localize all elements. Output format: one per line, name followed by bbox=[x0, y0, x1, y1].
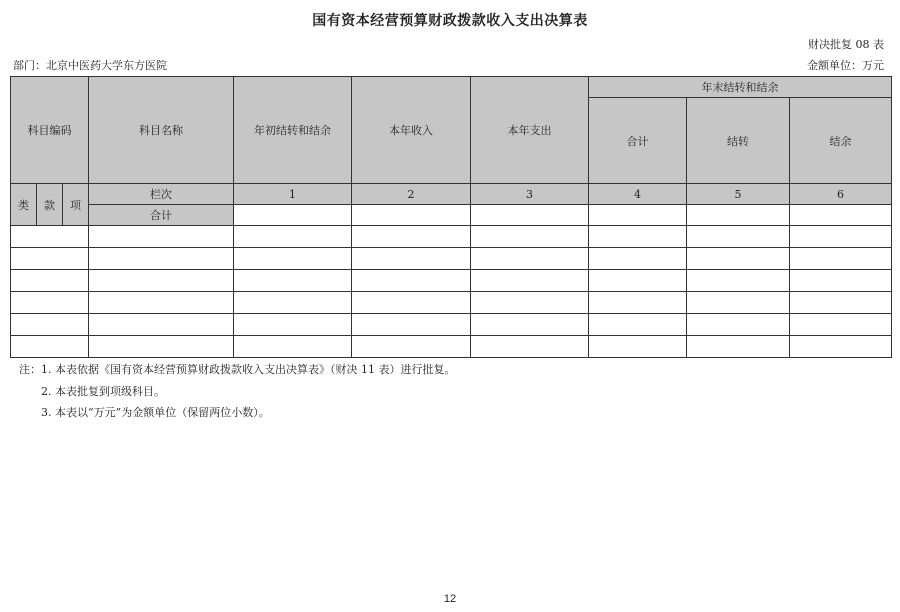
table-row bbox=[11, 270, 892, 292]
table-cell bbox=[352, 314, 471, 336]
header-kuan: 款 bbox=[37, 184, 63, 226]
table-cell bbox=[234, 226, 352, 248]
table-cell bbox=[687, 292, 790, 314]
total-cell bbox=[471, 205, 589, 226]
table-row bbox=[11, 336, 892, 358]
header-yearend-total: 合计 bbox=[589, 98, 687, 184]
table-row bbox=[11, 292, 892, 314]
table-cell bbox=[234, 336, 352, 358]
page-number: 12 bbox=[443, 593, 457, 605]
total-cell bbox=[790, 205, 892, 226]
footnote-1: 注：1. 本表依据《国有资本经营预算财政拨款收入支出决算表》（财决 11 表）进行批复。 bbox=[19, 363, 456, 376]
header-lei: 类 bbox=[11, 184, 37, 226]
table-cell bbox=[234, 292, 352, 314]
col-number-1: 1 bbox=[234, 184, 352, 205]
header-subject-code: 科目编码 bbox=[11, 77, 89, 184]
header-yearend-group: 年末结转和结余 bbox=[589, 77, 892, 98]
table-cell bbox=[790, 314, 892, 336]
table-cell bbox=[687, 336, 790, 358]
table-cell bbox=[352, 248, 471, 270]
table-cell bbox=[89, 248, 234, 270]
table-cell bbox=[352, 270, 471, 292]
budget-table bbox=[10, 76, 892, 358]
table-cell bbox=[89, 336, 234, 358]
footnote-2: 2. 本表批复到项级科目。 bbox=[41, 384, 165, 398]
table-cell bbox=[471, 270, 589, 292]
table-cell bbox=[352, 292, 471, 314]
table-row bbox=[11, 314, 892, 336]
table-row bbox=[11, 226, 892, 248]
table-cell bbox=[11, 336, 89, 358]
table-cell bbox=[11, 270, 89, 292]
table-cell bbox=[687, 248, 790, 270]
header-yearend-surplus: 结余 bbox=[790, 98, 892, 184]
table-cell bbox=[687, 270, 790, 292]
table-row bbox=[11, 248, 892, 270]
col-number-6: 6 bbox=[790, 184, 892, 205]
table-cell bbox=[790, 292, 892, 314]
total-row-label: 合计 bbox=[89, 205, 234, 226]
table-cell bbox=[352, 226, 471, 248]
table-cell bbox=[790, 226, 892, 248]
header-current-expense: 本年支出 bbox=[471, 77, 589, 184]
table-cell bbox=[790, 248, 892, 270]
table-cell bbox=[11, 314, 89, 336]
header-current-income: 本年收入 bbox=[352, 77, 471, 184]
total-cell bbox=[234, 205, 352, 226]
col-number-3: 3 bbox=[471, 184, 589, 205]
header-xiang: 项 bbox=[63, 184, 89, 226]
table-cell bbox=[89, 314, 234, 336]
form-number: 财决批复 08 表 bbox=[808, 38, 884, 51]
total-cell bbox=[589, 205, 687, 226]
table-cell bbox=[234, 314, 352, 336]
table-cell bbox=[89, 270, 234, 292]
table-cell bbox=[89, 292, 234, 314]
col-number-5: 5 bbox=[687, 184, 790, 205]
table-cell bbox=[234, 270, 352, 292]
header-opening-balance: 年初结转和结余 bbox=[234, 77, 352, 184]
document-title: 国有资本经营预算财政拨款收入支出决算表 bbox=[312, 13, 588, 29]
table-cell bbox=[471, 314, 589, 336]
table-cell bbox=[790, 336, 892, 358]
col-number-4: 4 bbox=[589, 184, 687, 205]
table-cell bbox=[589, 270, 687, 292]
total-cell bbox=[352, 205, 471, 226]
table-cell bbox=[790, 270, 892, 292]
table-cell bbox=[589, 226, 687, 248]
table-cell bbox=[11, 226, 89, 248]
table-cell bbox=[471, 248, 589, 270]
header-subject-name: 科目名称 bbox=[89, 77, 234, 184]
table-cell bbox=[589, 292, 687, 314]
col-number-2: 2 bbox=[352, 184, 471, 205]
table-cell bbox=[234, 248, 352, 270]
table-cell bbox=[352, 336, 471, 358]
table-cell bbox=[687, 314, 790, 336]
footnote-3: 3. 本表以“万元”为金额单位（保留两位小数）。 bbox=[41, 406, 270, 419]
header-yearend-carry: 结转 bbox=[687, 98, 790, 184]
table-cell bbox=[89, 226, 234, 248]
table-cell bbox=[11, 292, 89, 314]
table-cell bbox=[589, 248, 687, 270]
table-cell bbox=[471, 292, 589, 314]
row-index-label: 栏次 bbox=[89, 184, 234, 205]
footnotes bbox=[19, 359, 455, 424]
table-cell bbox=[471, 226, 589, 248]
table-cell bbox=[589, 336, 687, 358]
table-cell bbox=[687, 226, 790, 248]
total-cell bbox=[687, 205, 790, 226]
department-label: 部门：北京中医药大学东方医院 bbox=[13, 59, 167, 72]
table-cell bbox=[471, 336, 589, 358]
amount-unit-label: 金额单位：万元 bbox=[807, 59, 884, 72]
table-cell bbox=[589, 314, 687, 336]
table-cell bbox=[11, 248, 89, 270]
